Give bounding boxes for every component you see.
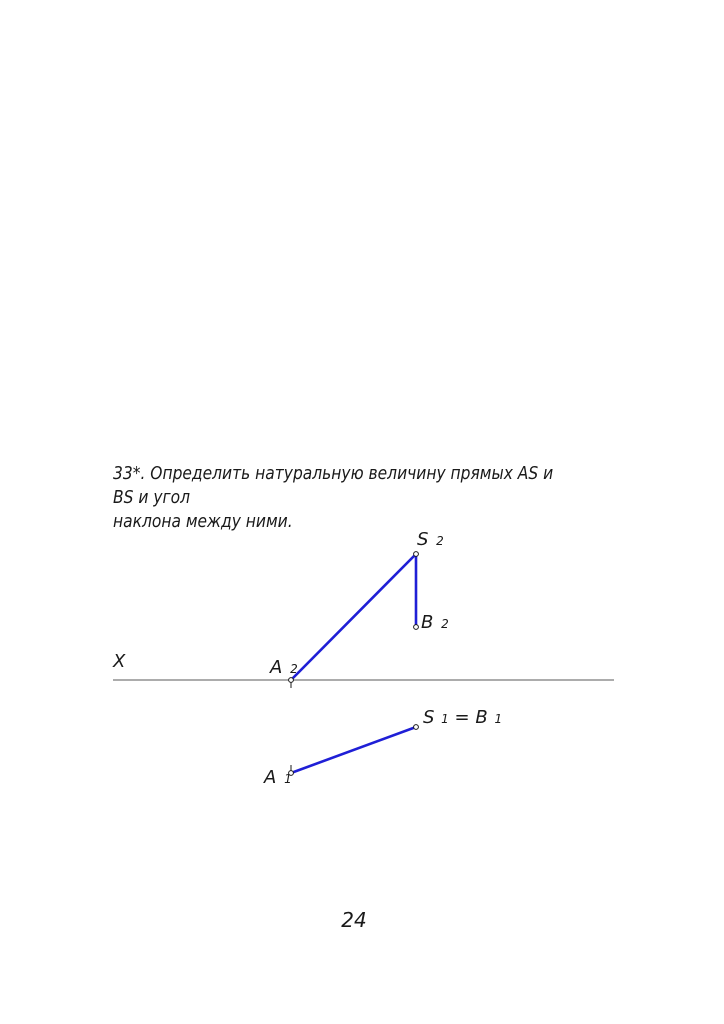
label-a2-index: 2 bbox=[290, 662, 298, 676]
label-b1-index: 1 bbox=[494, 712, 503, 726]
label-a2-letter: A bbox=[270, 657, 283, 678]
segment-a2-s2 bbox=[291, 554, 416, 680]
label-s1-letter: S bbox=[423, 707, 435, 728]
x-axis-label: X bbox=[113, 651, 126, 672]
label-s2 bbox=[417, 529, 444, 550]
label-s2-index: 2 bbox=[436, 534, 444, 548]
label-b2-letter: B bbox=[421, 612, 434, 633]
label-s1-index: 1 bbox=[441, 712, 449, 726]
label-s1-b1 bbox=[423, 707, 502, 728]
point-b2 bbox=[414, 625, 419, 630]
segment-a1-s1 bbox=[291, 727, 416, 773]
label-coincide-sign: = bbox=[454, 707, 470, 728]
label-a1-letter: A bbox=[264, 767, 277, 788]
label-a2 bbox=[269, 657, 298, 678]
label-b2 bbox=[421, 612, 449, 633]
label-a1 bbox=[263, 767, 292, 788]
point-s1-b1 bbox=[414, 725, 419, 730]
task-statement-line-2: наклона между ними. bbox=[113, 511, 293, 532]
label-b2-index: 2 bbox=[441, 617, 449, 631]
page-number: 24 bbox=[341, 908, 367, 932]
task-statement-line-1: 33*. Определить натуральную величину прямых AS и BS и угол bbox=[113, 463, 554, 508]
point-a2 bbox=[289, 678, 294, 683]
label-a1-index: 1 bbox=[284, 772, 292, 786]
point-s2 bbox=[414, 552, 419, 557]
label-s2-letter: S bbox=[417, 529, 429, 550]
label-b1-letter: B bbox=[475, 707, 488, 728]
